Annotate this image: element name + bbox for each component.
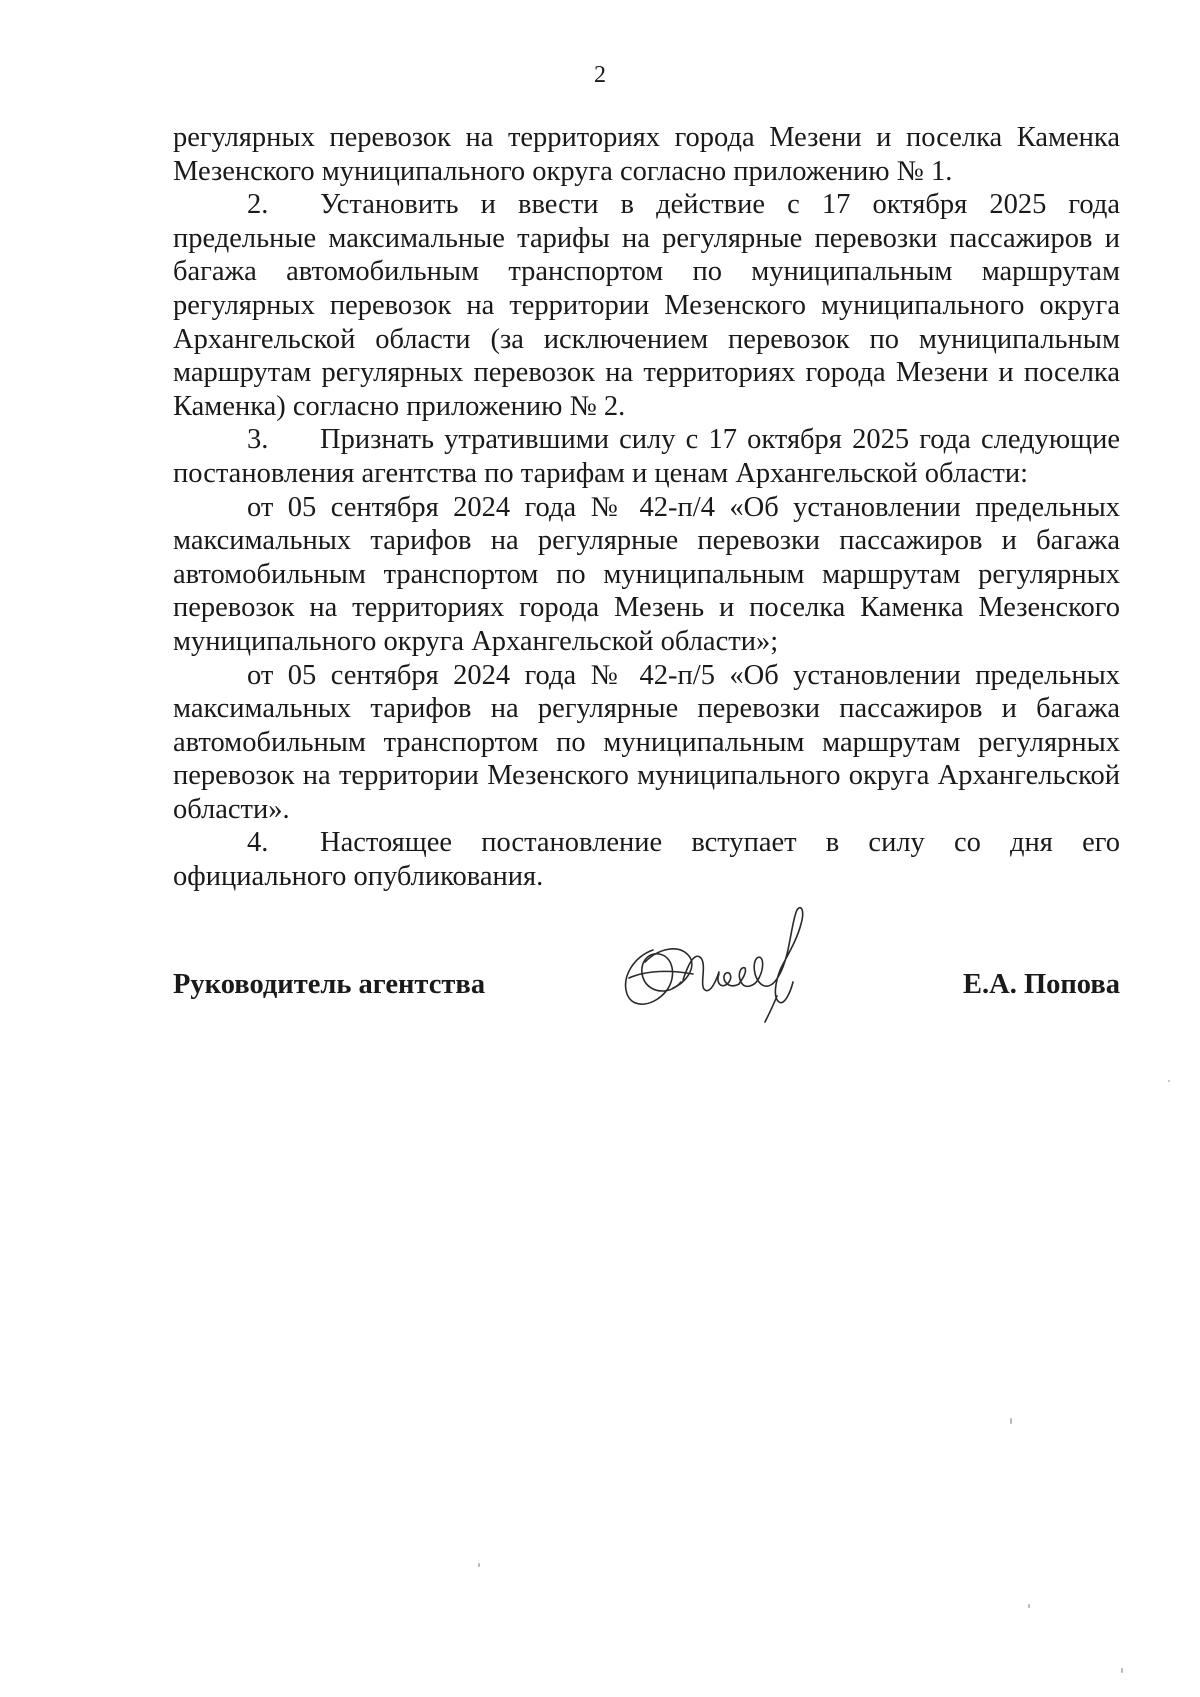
clause-3 xyxy=(173,423,1120,490)
signer-position: Руководитель агентства xyxy=(173,969,486,1000)
scan-speck xyxy=(1168,1080,1170,1082)
scan-speck xyxy=(1028,1604,1030,1608)
handwritten-signature xyxy=(615,898,825,1023)
clause-4-text: Настоящее постановление вступает в силу со дня его официального опубликования. xyxy=(173,827,1120,893)
clause-3-text: Признать утратившими силу с 17 октября 2025 года следующие постановления агентства по тарифам и ценам Архангельской области: xyxy=(173,424,1120,489)
paragraph-continuation: регулярных перевозок на территориях города Мезени и поселка Каменка Мезенского муниципального округа согласно приложению № 1. xyxy=(173,122,1120,187)
repealed-resolution-2: от 05 сентября 2024 года № 42-п/5 «Об установлении предельных максимальных тарифов на регулярные перевозки пассажиров и багажа автомобильным транспортом по муниципальным маршрутам регулярных перевозок на территории Мезенского муниципального округа Архангельской области». xyxy=(173,659,1120,825)
signer-name: Е.А. Попова xyxy=(963,969,1120,1000)
scan-speck xyxy=(1010,1418,1012,1424)
scan-speck xyxy=(478,1563,480,1567)
page-number: 2 xyxy=(594,62,606,88)
document-body xyxy=(173,121,1120,894)
clause-2 xyxy=(173,188,1120,423)
clause-4 xyxy=(173,826,1120,893)
scan-speck xyxy=(1121,1668,1123,1673)
repealed-resolution-1: от 05 сентября 2024 года № 42-п/4 «Об установлении предельных максимальных тарифов на регулярные перевозки пассажиров и багажа автомобильным транспортом по муниципальным маршрутам регулярных перевозок на территориях города Мезень и поселка Каменка Мезенского муниципального округа Архангельской области»; xyxy=(173,491,1120,657)
clause-2-text: Установить и ввести в действие с 17 октября 2025 года предельные максимальные тарифы на регулярные перевозки пассажиров и багажа автомобильным транспортом по муниципальным маршрутам регулярных перевозок на территории Мезенского муниципального округа Архангельской области (за исключением перевозок по муниципальным маршрутам регулярных перевозок на территориях города Мезени и поселка Каменка) согласно приложению № 2. xyxy=(173,189,1120,422)
clause-3-number: 3. xyxy=(247,424,269,456)
clause-4-number: 4. xyxy=(247,827,269,859)
clause-2-number: 2. xyxy=(247,189,269,221)
